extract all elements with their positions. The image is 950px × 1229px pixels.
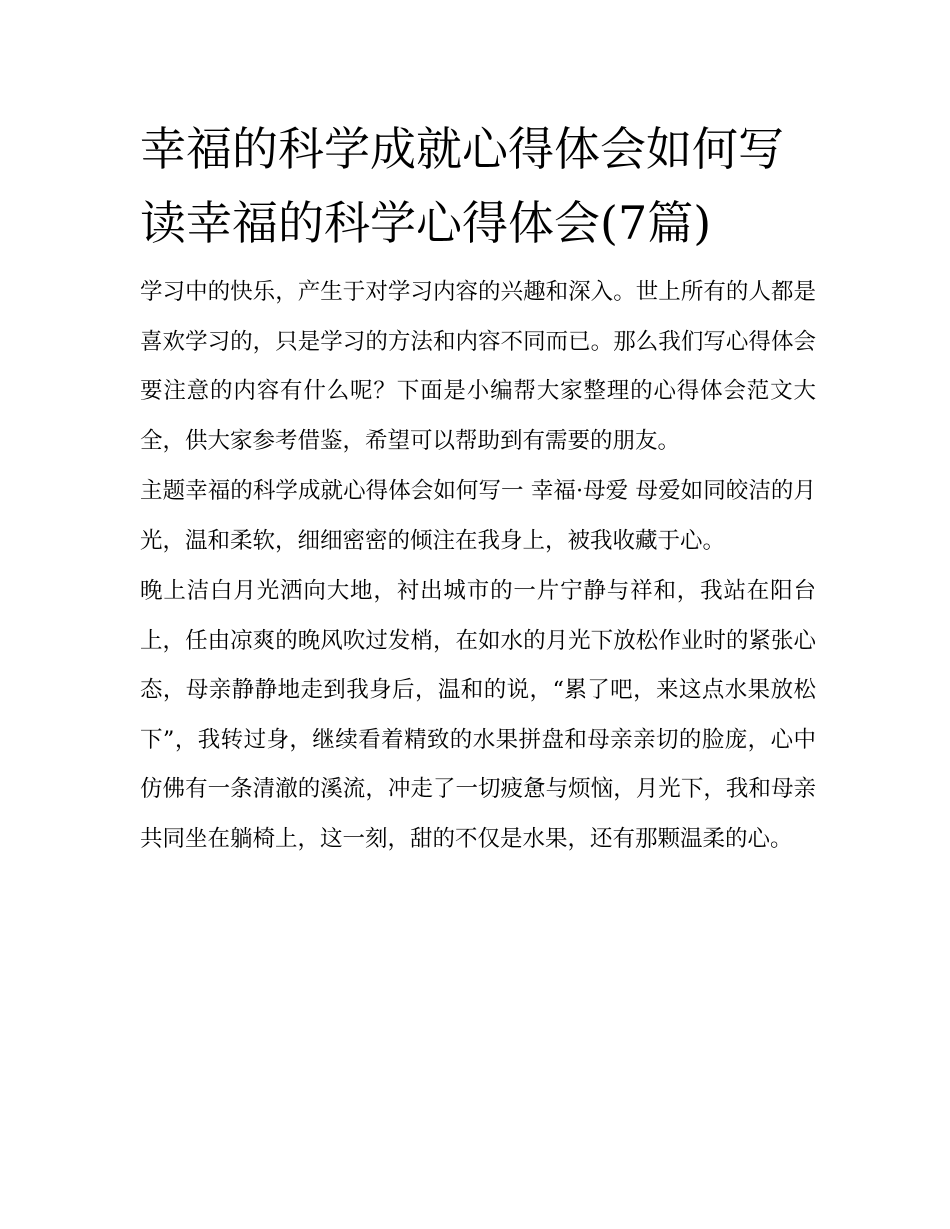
intro-paragraph: 学习中的快乐，产生于对学习内容的兴趣和深入。世上所有的人都是喜欢学习的，只是学习的方法和内容不同而已。那么我们写心得体会要注意的内容有什么呢？下面是小编帮大家整理的心得体会范文大全，供大家参考借鉴，希望可以帮助到有需要的朋友。	[140, 279, 816, 454]
document-body	[140, 112, 816, 865]
document-title: 幸福的科学成就心得体会如何写 读幸福的科学心得体会(7篇)	[140, 122, 784, 250]
theme-paragraph: 主题幸福的科学成就心得体会如何写一 幸福·母爱 母爱如同皎洁的月光，温和柔软，细细密密的倾注在我身上，被我收藏于心。	[140, 478, 816, 554]
body-paragraph: 晚上洁白月光洒向大地，衬出城市的一片宁静与祥和，我站在阳台上，任由凉爽的晚风吹过发梢，在如水的月光下放松作业时的紧张心态，母亲静静地走到我身后，温和的说，“累了吧，来这点水果放松下”，我转过身，继续看着精致的水果拼盘和母亲亲切的脸庞，心中仿佛有一条清澈的溪流，冲走了一切疲惫与烦恼，月光下，我和母亲共同坐在躺椅上，这一刻，甜的不仅是水果，还有那颗温柔的心。	[140, 578, 816, 852]
